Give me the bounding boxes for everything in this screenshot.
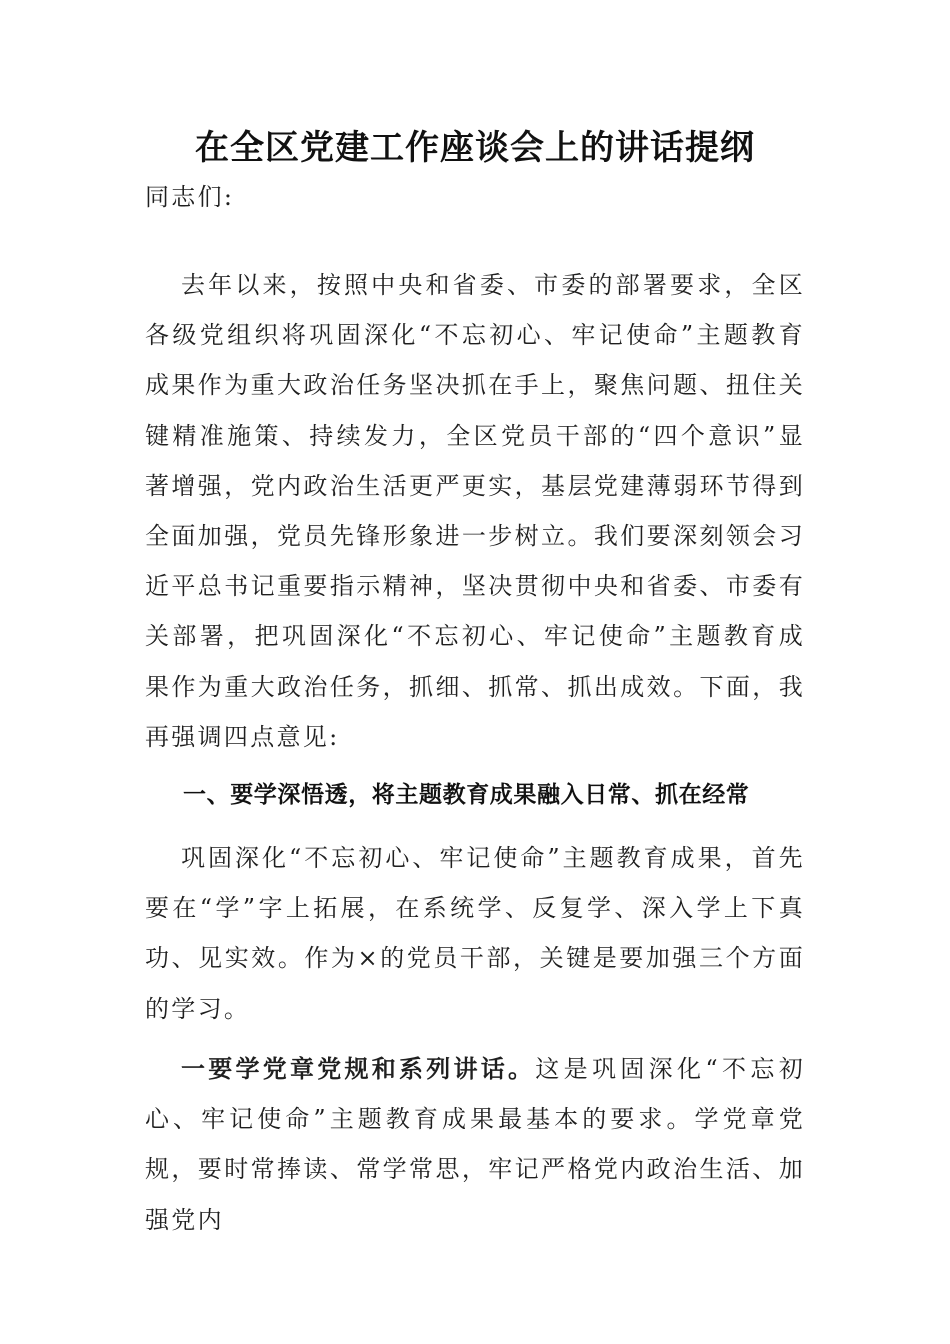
paragraph-3 — [145, 1044, 805, 1245]
paragraph-3-text: 这是巩固深化“不忘初心、牢记使命”主题教育成果最基本的要求。学党章党规，要时常捧读、常学常思，牢记严格党内政治生活、加强党内 — [145, 1055, 805, 1234]
section-1-heading: 一、要学深悟透，将主题教育成果融入日常、抓在经常 — [183, 782, 750, 808]
greeting: 同志们: — [145, 183, 235, 211]
paragraph-1: 去年以来，按照中央和省委、市委的部署要求，全区各级党组织将巩固深化“不忘初心、牢记使命”主题教育成果作为重大政治任务坚决抓在手上，聚焦问题、扭住关键精准施策、持续发力，全区党员干部的“四个意识”显著增强，党内政治生活更严更实，基层党建薄弱环节得到全面加强，党员先锋形象进一步树立。我们要深刻领会习近平总书记重要指示精神，坚决贯彻中央和省委、市委有关部署，把巩固深化“不忘初心、牢记使命”主题教育成果作为重大政治任务，抓细、抓常、抓出成效。下面，我再强调四点意见: — [145, 271, 805, 751]
paragraph-3-lead: 一要学党章党规和系列讲话。 — [181, 1054, 536, 1083]
paragraph-2: 巩固深化“不忘初心、牢记使命”主题教育成果，首先要在“学”字上拓展，在系统学、反复学、深入学上下真功、见实效。作为×的党员干部，关键是要加强三个方面的学习。 — [145, 844, 805, 1023]
document-title: 在全区党建工作座谈会上的讲话提纲 — [195, 128, 755, 168]
